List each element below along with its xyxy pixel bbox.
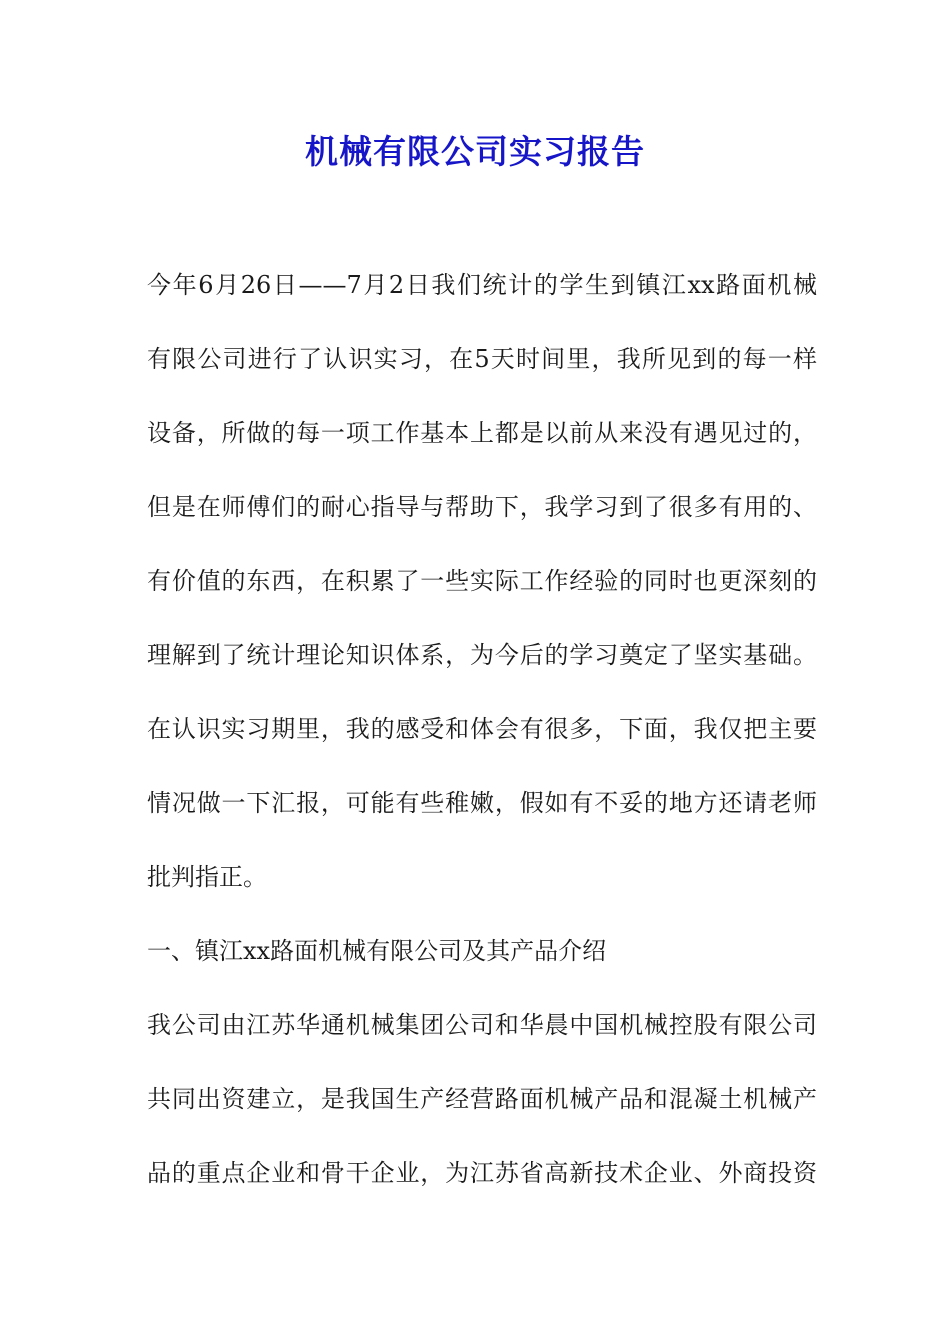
body-line-9: 批判指正。: [147, 863, 267, 891]
document-title: 机械有限公司实习报告: [305, 132, 645, 171]
body-line-8: 情况做一下汇报，可能有些稚嫩，假如有不妥的地方还请老师: [147, 789, 817, 817]
body-line-7: 在认识实习期里，我的感受和体会有很多，下面，我仅把主要: [147, 715, 817, 743]
body-line-12: 共同出资建立，是我国生产经营路面机械产品和混凝土机械产: [147, 1085, 817, 1113]
body-line-3: 设备，所做的每一项工作基本上都是以前从来没有遇见过的，: [147, 419, 817, 447]
body-line-13: 品的重点企业和骨干企业，为江苏省高新技术企业、外商投资: [147, 1159, 817, 1187]
body-line-6: 理解到了统计理论知识体系，为今后的学习奠定了坚实基础。: [147, 641, 817, 669]
section-heading: 一、镇江xx路面机械有限公司及其产品介绍: [147, 937, 607, 965]
body-line-5: 有价值的东西，在积累了一些实际工作经验的同时也更深刻的: [147, 567, 817, 595]
body-line-4: 但是在师傅们的耐心指导与帮助下，我学习到了很多有用的、: [147, 493, 817, 521]
body-line-2: 有限公司进行了认识实习，在5天时间里，我所见到的每一样: [147, 345, 817, 373]
body-line-1: 今年6月26日——7月2日我们统计的学生到镇江xx路面机械: [147, 271, 817, 299]
body-line-11: 我公司由江苏华通机械集团公司和华晨中国机械控股有限公司: [147, 1011, 817, 1039]
